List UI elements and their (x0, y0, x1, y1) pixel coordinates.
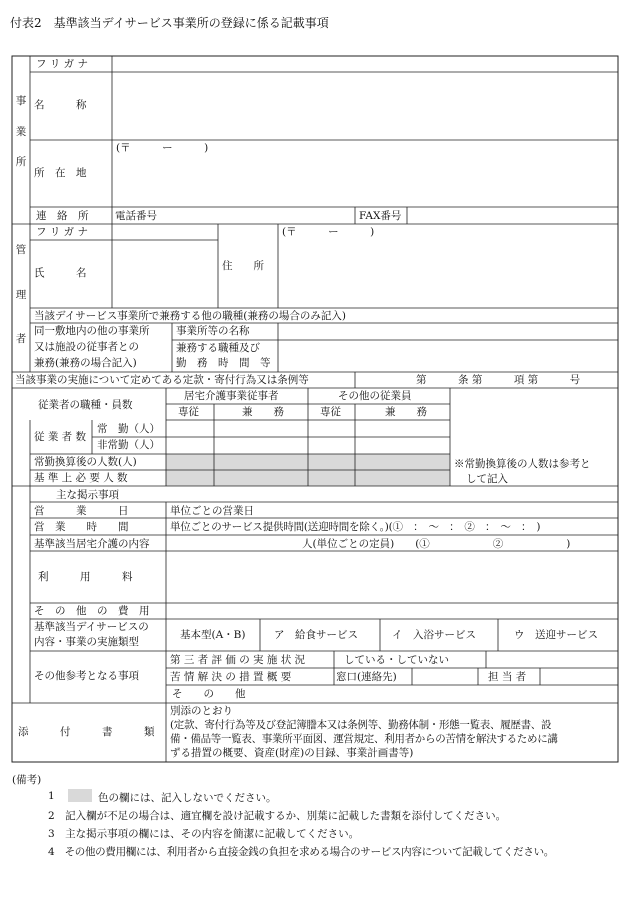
articles-value: 第 条 第 項 第 号 (416, 374, 581, 386)
staff-count-label: 従 業 者 数 (34, 431, 87, 443)
office-postal: (〒 ー ) (116, 142, 209, 154)
reference-label: その他参考となる事項 (34, 670, 139, 682)
office-contact-label: 連 絡 所 (36, 210, 89, 222)
bizhours-label: 営 業 時 間 (34, 521, 129, 533)
type-label-1: 基準該当デイサービスの (34, 621, 149, 633)
attach-line-2: (定款、寄付行為等及び登記簿謄本又は条例等、勤務体制・形態一覧表、履歴書、設 (170, 719, 552, 731)
staff-part-label: 非常勤（人） (97, 439, 160, 451)
office-phone-label: 電話番号 (115, 210, 157, 222)
complaint-label: 苦 情 解 決 の 措 置 概 要 (170, 671, 292, 683)
office-name-label: 名 称 (34, 99, 87, 111)
staff-concurrent-header-2: 兼 務 (385, 406, 427, 418)
manager-other-job-label-2: 勤 務 時 間 等 (176, 357, 271, 369)
staff-required-label: 基 準 上 必 要 人 数 (34, 472, 128, 484)
bizday-value: 単位ごとの営業日 (170, 505, 254, 517)
type-transport: ウ 送迎サービス (514, 629, 598, 641)
attach-label: 添 付 書 類 (18, 726, 155, 738)
staff-home-care-header: 居宅介護事業従事者 (184, 390, 279, 402)
evaluation-label: 第 三 者 評 価 の 実 施 状 況 (170, 654, 306, 666)
notices-heading: 主な掲示事項 (56, 489, 119, 501)
bizhours-value: 単位ごとのサービス提供時間(送迎時間を除く。)(① ： ～ ： ② ： ～ ： ) (170, 521, 541, 533)
manager-concurrent-label: 当該デイサービス事業所で兼務する他の職種(兼務の場合のみ記入) (34, 310, 346, 322)
remark-1-text: 色の欄には、記入しないでください。 (98, 792, 277, 804)
staff-full-label: 常 勤（人） (97, 423, 160, 435)
manager-name-label: 氏 名 (34, 267, 87, 279)
office-section-label: 事 業 所 (15, 95, 27, 168)
window-label: 窓口(連絡先) (336, 671, 397, 683)
staff-note-1: ※常勤換算後の人数は参考と (454, 458, 591, 470)
staff-fte-label: 常勤換算後の人数(人) (34, 456, 137, 468)
bizday-label: 営 業 日 (34, 505, 129, 517)
evaluation-value: している・していない (344, 654, 449, 666)
remarks-heading: (備考) (12, 774, 42, 786)
attach-line-3: 備・備品等一覧表、事業所平面図、運営規定、利用者からの苦情を解決するために講 (170, 733, 558, 745)
articles-label: 当該事業の実施について定めてある定款・寄付行為又は条例等 (15, 374, 309, 386)
remark-1-number: 1 (48, 790, 55, 802)
manager-postal: (〒 ー ) (282, 226, 375, 238)
other-cost-label: そ の 他 の 費 用 (34, 605, 150, 617)
notices-other-label: そ の 他 (172, 688, 246, 700)
type-meal: ア 給食サービス (274, 629, 358, 641)
manager-other-label-3: 兼務(兼務の場合記入) (34, 357, 137, 369)
type-bath: イ 入浴サービス (392, 629, 476, 641)
manager-other-label-2: 又は施設の従事者との (34, 341, 139, 353)
manager-other-office-name-label: 事業所等の名称 (176, 325, 250, 337)
manager-section-label: 管 理 者 (15, 244, 27, 345)
manager-furigana-label: フ リ ガ ナ (36, 226, 89, 238)
care-value: 人(単位ごとの定員) (① ② ) (302, 538, 571, 550)
remark-2: 2 記入欄が不足の場合は、適宜欄を設け記載するか、別葉に記載した書類を添付してください。 (48, 810, 507, 822)
attach-line-1: 別添のとおり (170, 705, 233, 717)
office-fax-label: FAX番号 (359, 210, 402, 222)
manager-address-label: 住 所 (222, 260, 264, 272)
type-basic: 基本型(A・B) (180, 629, 246, 641)
remark-3: 3 主な掲示事項の欄には、その内容を簡潔に記載してください。 (48, 828, 360, 840)
manager-other-job-label-1: 兼務する職種及び (176, 342, 260, 354)
fee-label: 利 用 料 (38, 571, 133, 583)
manager-other-label-1: 同一敷地内の他の事業所 (34, 325, 150, 337)
page-title: 付表2 基準該当デイサービス事業所の登録に係る記載事項 (10, 16, 329, 30)
staff-fulltime-header-1: 専従 (178, 406, 199, 418)
office-furigana-label: フ リ ガ ナ (36, 58, 89, 70)
attach-line-4: ずる措置の概要、資産(財産)の目録、事業計画書等) (170, 747, 414, 759)
care-label: 基準該当居宅介護の内容 (34, 538, 150, 550)
office-address-label: 所 在 地 (34, 167, 87, 179)
staff-other-header: その他の従業員 (338, 390, 412, 402)
staff-fulltime-header-2: 専従 (320, 406, 341, 418)
staff-note-2: して記入 (466, 473, 508, 485)
staff-concurrent-header-1: 兼 務 (242, 406, 284, 418)
remark-4: 4 その他の費用欄には、利用者から直接金銭の負担を求める場合のサービス内容について記載してください。 (48, 846, 554, 858)
staff-heading: 従業者の職種・員数 (38, 399, 133, 411)
person-label: 担 当 者 (488, 671, 527, 683)
type-label-2: 内容・事業の実施類型 (34, 636, 139, 648)
